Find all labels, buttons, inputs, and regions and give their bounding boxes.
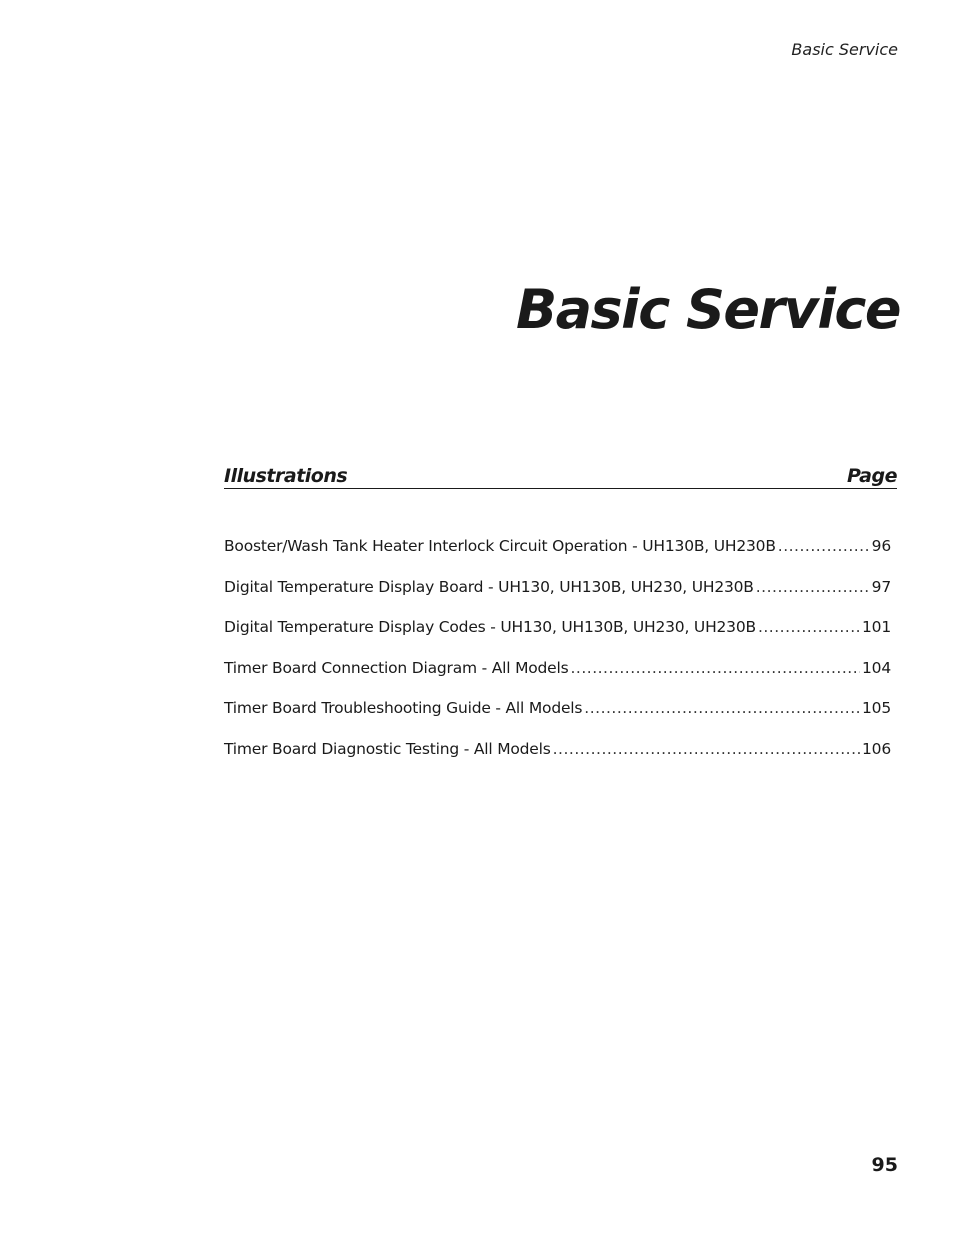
toc-entry [224, 740, 891, 781]
dot-leader [553, 740, 860, 758]
toc-entry-title: Timer Board Diagnostic Testing - All Models [224, 739, 551, 758]
toc-entry-page: 105 [862, 699, 891, 718]
toc-header-page: Page [846, 465, 897, 487]
dot-leader [778, 537, 870, 555]
dot-leader [756, 578, 870, 596]
toc-entry-title: Digital Temperature Display Board - UH130, UH130B, UH230, UH230B [224, 577, 754, 596]
page-number: 95 [871, 1154, 898, 1176]
chapter-title: Basic Service [515, 278, 900, 341]
toc-header [224, 465, 897, 489]
toc-entry-title: Booster/Wash Tank Heater Interlock Circuit Operation - UH130B, UH230B [224, 537, 776, 555]
toc-entry-page: 104 [862, 658, 891, 677]
toc-entry [224, 659, 891, 700]
toc-entry-page: 96 [871, 537, 891, 555]
running-header: Basic Service [791, 40, 898, 59]
dot-leader [584, 699, 860, 717]
toc-entry-page: 106 [862, 739, 891, 758]
toc-entry-title: Timer Board Connection Diagram - All Models [224, 658, 569, 677]
toc-entry [224, 699, 891, 740]
toc-entry [224, 537, 891, 578]
toc-entry-title: Digital Temperature Display Codes - UH130, UH130B, UH230, UH230B [224, 618, 756, 637]
dot-leader [758, 618, 860, 636]
toc-entry-title: Timer Board Troubleshooting Guide - All Models [224, 699, 583, 718]
dot-leader [571, 659, 861, 677]
toc-entry [224, 618, 891, 659]
toc-header-illustrations: Illustrations [224, 465, 348, 487]
toc-entry [224, 578, 891, 619]
toc-entry-page: 97 [871, 577, 891, 596]
toc-entry-page: 101 [862, 618, 891, 637]
toc-list [224, 537, 891, 781]
